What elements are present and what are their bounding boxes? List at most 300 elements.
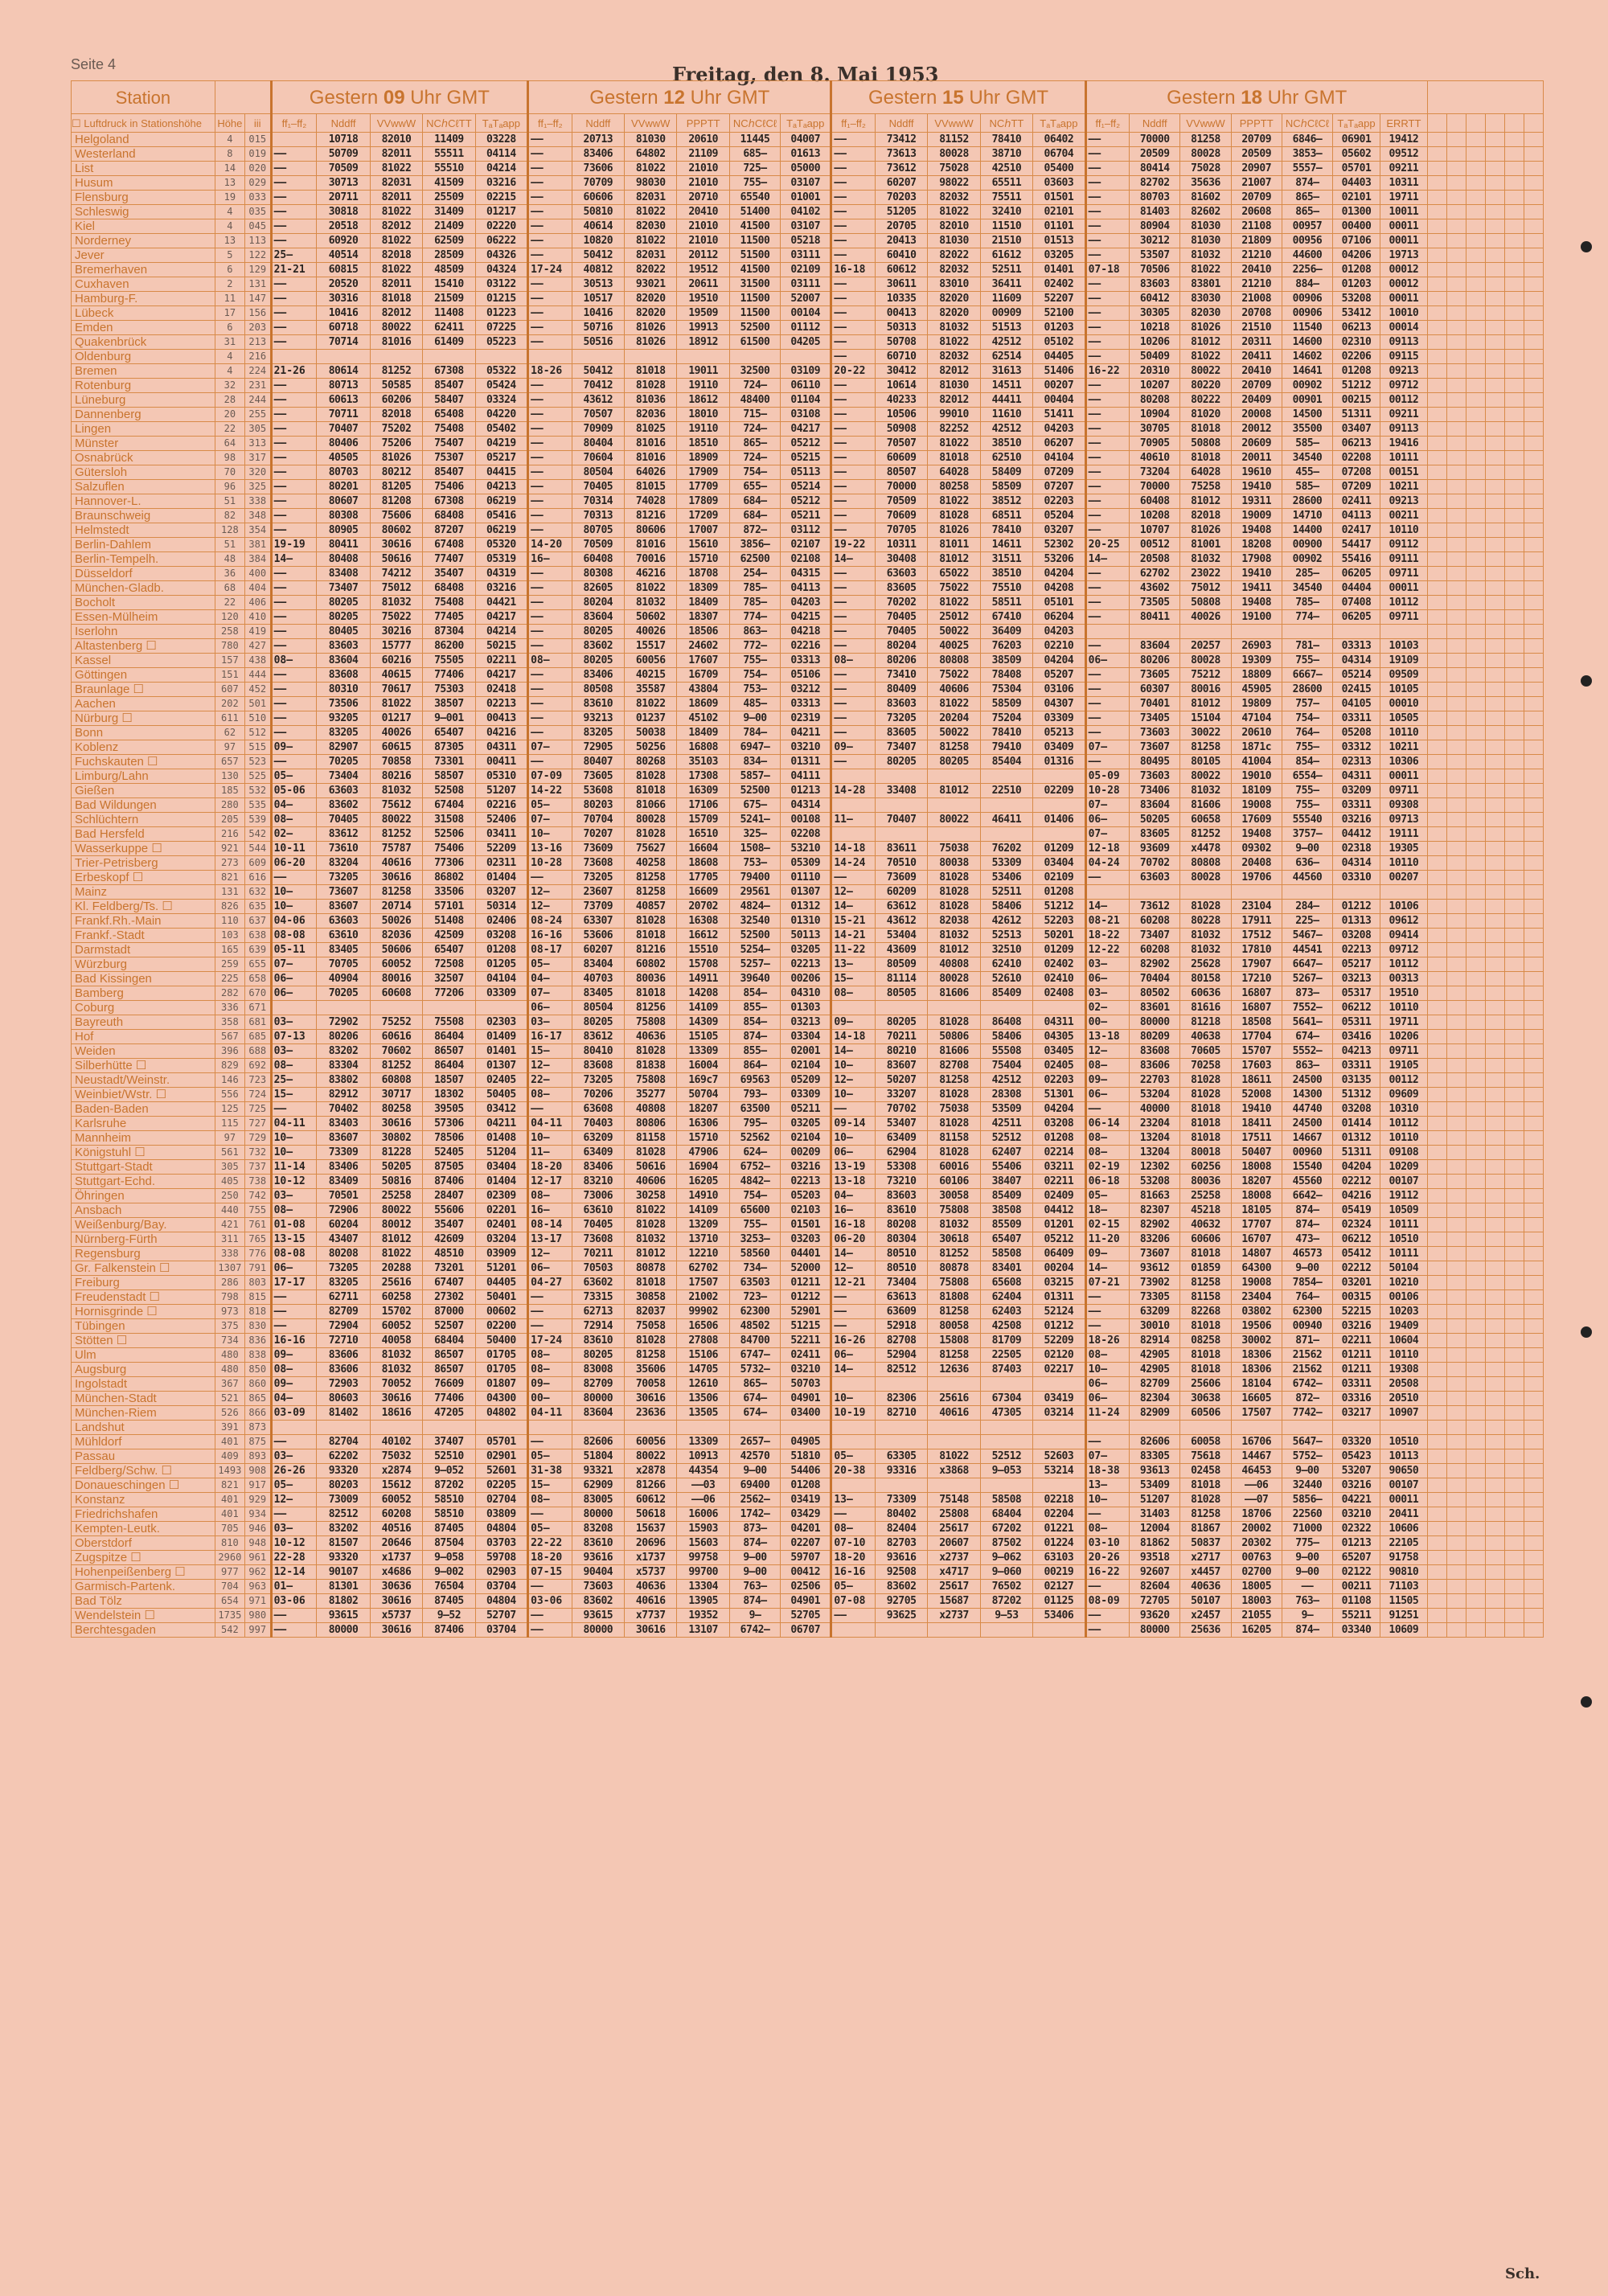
observation-cell: 81026 bbox=[625, 321, 677, 335]
observation-cell: 18912 bbox=[677, 335, 729, 350]
observation-cell: —— bbox=[271, 494, 317, 509]
observation-cell: 45102 bbox=[677, 711, 729, 726]
observation-cell: 75505 bbox=[423, 654, 475, 668]
station-height: 13 bbox=[215, 234, 244, 248]
table-row bbox=[72, 885, 1544, 900]
spare-cell bbox=[1524, 827, 1543, 842]
observation-cell: 34540 bbox=[1282, 451, 1332, 465]
station-height: 19 bbox=[215, 191, 244, 205]
observation-cell: 10— bbox=[528, 1131, 572, 1146]
punch-hole-icon bbox=[1581, 675, 1592, 687]
observation-cell: 00400 bbox=[1333, 219, 1380, 234]
observation-cell: 80228 bbox=[1180, 914, 1231, 929]
observation-cell: 17-24 bbox=[528, 263, 572, 277]
observation-cell: 85509 bbox=[980, 1218, 1032, 1232]
spare-cell bbox=[1485, 1001, 1504, 1015]
observation-cell: 09108 bbox=[1380, 1146, 1427, 1160]
observation-cell: 81036 bbox=[625, 393, 677, 408]
observation-cell: 00215 bbox=[1333, 393, 1380, 408]
station-height: 157 bbox=[215, 654, 244, 668]
spare-cell bbox=[1485, 740, 1504, 755]
observation-cell: 58560 bbox=[729, 1247, 780, 1261]
observation-cell: 03208 bbox=[1333, 929, 1380, 943]
observation-cell: 75202 bbox=[370, 422, 422, 437]
observation-cell: 02107 bbox=[781, 538, 831, 552]
observation-cell: 21210 bbox=[1231, 248, 1282, 263]
observation-cell: 04208 bbox=[1033, 581, 1085, 596]
observation-cell: 10614 bbox=[875, 379, 927, 393]
observation-cell: 11-24 bbox=[1085, 1406, 1130, 1421]
observation-cell: 17511 bbox=[1231, 1131, 1282, 1146]
observation-cell: 73610 bbox=[317, 842, 371, 856]
observation-cell: 12-22 bbox=[1085, 943, 1130, 957]
station-name: Stuttgart-Stadt bbox=[72, 1160, 215, 1175]
observation-cell: 65022 bbox=[928, 567, 980, 581]
observation-cell: 50107 bbox=[1180, 1594, 1231, 1609]
observation-cell: 09— bbox=[271, 1377, 317, 1392]
observation-cell: 51204 bbox=[475, 1146, 527, 1160]
observation-cell: 53208 bbox=[1130, 1175, 1180, 1189]
observation-cell: 81606 bbox=[1180, 798, 1231, 813]
observation-cell: 63209 bbox=[1130, 1305, 1180, 1319]
spare-cell bbox=[1504, 1363, 1524, 1377]
spare-cell bbox=[1446, 408, 1466, 422]
observation-cell: 08— bbox=[271, 1363, 317, 1377]
station-height: 480 bbox=[215, 1363, 244, 1377]
observation-cell: 52500 bbox=[729, 321, 780, 335]
observation-cell: 10510 bbox=[1380, 1435, 1427, 1449]
observation-cell: 40808 bbox=[928, 957, 980, 972]
observation-cell: 86507 bbox=[423, 1044, 475, 1059]
observation-cell: 755— bbox=[729, 654, 780, 668]
observation-cell: 02704 bbox=[475, 1493, 527, 1507]
observation-cell bbox=[1180, 1421, 1231, 1435]
observation-cell: 06— bbox=[831, 1146, 876, 1160]
spare-cell bbox=[1446, 885, 1466, 900]
observation-cell: —— bbox=[831, 408, 876, 422]
observation-cell: 225— bbox=[1282, 914, 1332, 929]
observation-cell: 80505 bbox=[875, 986, 927, 1001]
station-index: 542 bbox=[244, 827, 271, 842]
observation-cell: 05— bbox=[528, 798, 572, 813]
observation-cell: 04421 bbox=[475, 596, 527, 610]
observation-cell: 01307 bbox=[475, 1059, 527, 1073]
spare-cell bbox=[1446, 292, 1466, 306]
spare-cell bbox=[1524, 1276, 1543, 1290]
table-row bbox=[72, 842, 1544, 856]
observation-cell: —— bbox=[271, 465, 317, 480]
observation-cell: 06— bbox=[831, 1348, 876, 1363]
table-row bbox=[72, 1421, 1544, 1435]
observation-cell: 63609 bbox=[875, 1305, 927, 1319]
observation-cell: 07— bbox=[271, 957, 317, 972]
observation-cell: 43612 bbox=[875, 914, 927, 929]
observation-cell: 70258 bbox=[1180, 1059, 1231, 1073]
observation-cell: 81018 bbox=[625, 929, 677, 943]
observation-cell: 03340 bbox=[1333, 1623, 1380, 1638]
observation-cell: 79400 bbox=[729, 871, 780, 885]
observation-cell: 65540 bbox=[729, 191, 780, 205]
spare-cell bbox=[1427, 1348, 1446, 1363]
observation-cell: 21055 bbox=[1231, 1609, 1282, 1623]
observation-cell: 75406 bbox=[423, 842, 475, 856]
observation-cell: 87202 bbox=[423, 1478, 475, 1493]
observation-cell: 70602 bbox=[370, 1044, 422, 1059]
observation-cell: 63603 bbox=[317, 784, 371, 798]
observation-cell: 10110 bbox=[1380, 1348, 1427, 1363]
observation-cell: 86408 bbox=[980, 1015, 1032, 1030]
observation-cell: 05-11 bbox=[271, 943, 317, 957]
observation-cell: 41500 bbox=[729, 219, 780, 234]
observation-cell: 70207 bbox=[572, 827, 624, 842]
observation-cell: —— bbox=[271, 176, 317, 191]
spare-cell bbox=[1446, 1059, 1466, 1073]
observation-cell: —— bbox=[271, 234, 317, 248]
observation-cell: 872— bbox=[729, 523, 780, 538]
observation-cell: 19408 bbox=[1231, 523, 1282, 538]
observation-cell: 03309 bbox=[1033, 711, 1085, 726]
spare-cell bbox=[1446, 1305, 1466, 1319]
observation-cell: 81022 bbox=[370, 697, 422, 711]
observation-cell: —— bbox=[528, 219, 572, 234]
observation-cell: 83602 bbox=[572, 639, 624, 654]
group-header-12: Gestern 12 Uhr GMT bbox=[528, 81, 831, 114]
observation-cell: 51311 bbox=[1333, 408, 1380, 422]
observation-cell: 9—53 bbox=[980, 1609, 1032, 1623]
observation-cell: 93205 bbox=[317, 711, 371, 726]
observation-cell: —— bbox=[831, 277, 876, 292]
observation-cell: 05309 bbox=[781, 856, 831, 871]
observation-cell: 08— bbox=[1085, 1131, 1130, 1146]
observation-cell: 62909 bbox=[572, 1478, 624, 1493]
observation-cell: 14-20 bbox=[528, 538, 572, 552]
spare-cell bbox=[1485, 1044, 1504, 1059]
station-height: 225 bbox=[215, 972, 244, 986]
observation-cell: 03— bbox=[271, 1044, 317, 1059]
observation-cell: 52008 bbox=[1231, 1088, 1282, 1102]
observation-cell: 09111 bbox=[1380, 552, 1427, 567]
observation-cell: 50022 bbox=[928, 625, 980, 639]
observation-cell: 14— bbox=[831, 552, 876, 567]
spare-cell bbox=[1524, 1189, 1543, 1203]
observation-cell: —— bbox=[1085, 755, 1130, 769]
spare-cell bbox=[1466, 740, 1485, 755]
observation-cell: 05423 bbox=[1333, 1449, 1380, 1464]
observation-cell: 32500 bbox=[729, 364, 780, 379]
station-height: 250 bbox=[215, 1189, 244, 1203]
table-row bbox=[72, 1073, 1544, 1088]
observation-cell: x2874 bbox=[370, 1464, 422, 1478]
observation-cell: 5552— bbox=[1282, 1044, 1332, 1059]
observation-cell: 22560 bbox=[1282, 1507, 1332, 1522]
observation-cell: ——03 bbox=[677, 1478, 729, 1493]
observation-cell: 82031 bbox=[625, 248, 677, 263]
observation-cell: 80409 bbox=[875, 683, 927, 697]
observation-cell: 30212 bbox=[1130, 234, 1180, 248]
observation-cell: 10206 bbox=[1380, 1030, 1427, 1044]
observation-cell: 18008 bbox=[1231, 1160, 1282, 1175]
spare-cell bbox=[1504, 1276, 1524, 1290]
observation-cell: 02206 bbox=[1333, 350, 1380, 364]
observation-cell: 10112 bbox=[1380, 596, 1427, 610]
observation-cell: 02418 bbox=[475, 683, 527, 697]
observation-cell: 00901 bbox=[1282, 393, 1332, 408]
spare-cell bbox=[1504, 350, 1524, 364]
spare-cell bbox=[1427, 610, 1446, 625]
station-height: 542 bbox=[215, 1623, 244, 1638]
observation-cell: 47305 bbox=[980, 1406, 1032, 1421]
observation-cell bbox=[875, 769, 927, 784]
table-row bbox=[72, 1160, 1544, 1175]
observation-cell: 20609 bbox=[1231, 437, 1282, 451]
table-row bbox=[72, 465, 1544, 480]
observation-cell: 03409 bbox=[1033, 740, 1085, 755]
observation-cell: 70313 bbox=[572, 509, 624, 523]
observation-cell: 09— bbox=[271, 740, 317, 755]
spare-cell bbox=[1466, 625, 1485, 639]
observation-cell: ——06 bbox=[677, 1493, 729, 1507]
observation-cell: 52601 bbox=[475, 1464, 527, 1478]
observation-cell: 00413 bbox=[875, 306, 927, 321]
observation-cell: 00012 bbox=[1380, 263, 1427, 277]
observation-cell: 04214 bbox=[475, 625, 527, 639]
spare-cell bbox=[1524, 1160, 1543, 1175]
observation-cell: 12-17 bbox=[528, 1175, 572, 1189]
spare-cell bbox=[1485, 1305, 1504, 1319]
spare-cell bbox=[1466, 1001, 1485, 1015]
observation-cell: 19713 bbox=[1380, 248, 1427, 263]
observation-cell: 60710 bbox=[875, 350, 927, 364]
observation-cell: 83409 bbox=[317, 1175, 371, 1189]
observation-cell: x1737 bbox=[370, 1551, 422, 1565]
observation-cell: 08-14 bbox=[528, 1218, 572, 1232]
observation-cell: 07-08 bbox=[831, 1594, 876, 1609]
spare-cell bbox=[1427, 900, 1446, 914]
observation-cell: 18708 bbox=[677, 567, 729, 581]
station-name: Bad Kissingen bbox=[72, 972, 215, 986]
observation-cell: 04204 bbox=[1333, 1160, 1380, 1175]
observation-cell: —— bbox=[271, 1319, 317, 1334]
spare-cell bbox=[1524, 639, 1543, 654]
observation-cell: 87505 bbox=[423, 1160, 475, 1175]
observation-cell: 52512 bbox=[980, 1131, 1032, 1146]
observation-cell: 50606 bbox=[370, 943, 422, 957]
observation-cell: 92705 bbox=[875, 1594, 927, 1609]
observation-cell: 763— bbox=[729, 1580, 780, 1594]
observation-cell: 60058 bbox=[1180, 1435, 1231, 1449]
observation-cell: 77206 bbox=[423, 986, 475, 1001]
observation-cell: —— bbox=[271, 668, 317, 683]
observation-cell: 02208 bbox=[1333, 451, 1380, 465]
observation-cell: 40615 bbox=[370, 668, 422, 683]
observation-cell: 73404 bbox=[317, 769, 371, 784]
spare-cell bbox=[1427, 798, 1446, 813]
observation-cell: 93518 bbox=[1130, 1551, 1180, 1565]
observation-cell: —— bbox=[831, 1305, 876, 1319]
spare-cell bbox=[1485, 437, 1504, 451]
observation-cell: 03216 bbox=[475, 176, 527, 191]
spare-cell bbox=[1485, 538, 1504, 552]
col-header-g18: ff₁–ff₂ bbox=[1085, 114, 1130, 133]
spare-cell bbox=[1446, 1421, 1466, 1435]
observation-cell bbox=[475, 1001, 527, 1015]
observation-cell: 03107 bbox=[781, 219, 831, 234]
observation-cell: 87504 bbox=[423, 1536, 475, 1551]
observation-cell: 04412 bbox=[1033, 1203, 1085, 1218]
table-row bbox=[72, 1580, 1544, 1594]
observation-cell: 44560 bbox=[1282, 871, 1332, 885]
station-height: 810 bbox=[215, 1536, 244, 1551]
station-index: 381 bbox=[244, 538, 271, 552]
spare-cell bbox=[1466, 1175, 1485, 1189]
spare-cell bbox=[1446, 957, 1466, 972]
observation-cell: 82032 bbox=[928, 263, 980, 277]
observation-cell: —— bbox=[831, 465, 876, 480]
observation-cell: 80208 bbox=[875, 1218, 927, 1232]
observation-cell: 92607 bbox=[1130, 1565, 1180, 1580]
observation-cell: 01104 bbox=[781, 393, 831, 408]
observation-cell: 19506 bbox=[1231, 1319, 1282, 1334]
observation-cell bbox=[831, 827, 876, 842]
observation-cell: 22510 bbox=[980, 784, 1032, 798]
observation-cell: 60258 bbox=[370, 1290, 422, 1305]
spare-cell bbox=[1524, 784, 1543, 798]
observation-cell: 67308 bbox=[423, 364, 475, 379]
spare-cell bbox=[1466, 885, 1485, 900]
observation-cell: 83605 bbox=[875, 581, 927, 596]
station-height: 4 bbox=[215, 133, 244, 147]
station-index: 045 bbox=[244, 219, 271, 234]
observation-cell: 11408 bbox=[423, 306, 475, 321]
spare-cell bbox=[1466, 813, 1485, 827]
observation-cell bbox=[980, 1377, 1032, 1392]
observation-cell: 81258 bbox=[928, 1348, 980, 1363]
observation-cell: 01501 bbox=[781, 1218, 831, 1232]
observation-cell: 15708 bbox=[677, 957, 729, 972]
observation-cell: 3757— bbox=[1282, 827, 1332, 842]
spare-cell bbox=[1524, 1232, 1543, 1247]
observation-cell: 09509 bbox=[1380, 668, 1427, 683]
spare-cell bbox=[1466, 552, 1485, 567]
observation-cell: 03404 bbox=[1033, 856, 1085, 871]
observation-cell: 07207 bbox=[1033, 480, 1085, 494]
observation-cell: 02001 bbox=[781, 1044, 831, 1059]
spare-cell bbox=[1466, 1507, 1485, 1522]
observation-cell: 10110 bbox=[1380, 856, 1427, 871]
observation-cell: 80208 bbox=[317, 1247, 371, 1261]
observation-cell: 60106 bbox=[928, 1175, 980, 1189]
observation-cell: —— bbox=[528, 567, 572, 581]
observation-cell: —— bbox=[528, 1609, 572, 1623]
observation-cell: 02212 bbox=[1333, 1175, 1380, 1189]
spare-cell bbox=[1427, 437, 1446, 451]
observation-cell: 15— bbox=[831, 972, 876, 986]
observation-cell: 33506 bbox=[423, 885, 475, 900]
observation-cell: —— bbox=[831, 133, 876, 147]
spare-cell bbox=[1427, 581, 1446, 596]
table-row bbox=[72, 219, 1544, 234]
observation-cell: 01311 bbox=[781, 755, 831, 769]
observation-cell: 83604 bbox=[572, 1406, 624, 1421]
observation-cell: 82404 bbox=[875, 1522, 927, 1536]
spare-cell bbox=[1466, 842, 1485, 856]
observation-cell: 04104 bbox=[1033, 451, 1085, 465]
observation-cell: 50516 bbox=[572, 335, 624, 350]
observation-cell bbox=[271, 350, 317, 364]
observation-cell: —— bbox=[271, 639, 317, 654]
station-name: Lingen bbox=[72, 422, 215, 437]
observation-cell: 20646 bbox=[370, 1536, 422, 1551]
observation-cell bbox=[1085, 885, 1130, 900]
station-height: 705 bbox=[215, 1522, 244, 1536]
observation-cell: 10306 bbox=[1380, 755, 1427, 769]
observation-cell: 78410 bbox=[980, 726, 1032, 740]
table-row bbox=[72, 740, 1544, 755]
observation-cell: 75206 bbox=[370, 437, 422, 451]
observation-cell: 80018 bbox=[1180, 1146, 1231, 1160]
station-height: 556 bbox=[215, 1088, 244, 1102]
observation-cell: —— bbox=[1085, 726, 1130, 740]
spare-cell bbox=[1466, 683, 1485, 697]
observation-cell: 04111 bbox=[781, 769, 831, 784]
station-name: Helgoland bbox=[72, 133, 215, 147]
observation-cell: 03400 bbox=[781, 1406, 831, 1421]
spare-cell bbox=[1504, 335, 1524, 350]
spare-cell bbox=[1446, 162, 1466, 176]
observation-cell: 07209 bbox=[1033, 465, 1085, 480]
observation-cell: 19411 bbox=[1231, 581, 1282, 596]
observation-cell: 93320 bbox=[317, 1464, 371, 1478]
spare-cell bbox=[1524, 538, 1543, 552]
observation-cell: 81026 bbox=[928, 523, 980, 538]
observation-cell: 50585 bbox=[370, 379, 422, 393]
observation-cell: 09113 bbox=[1380, 422, 1427, 437]
observation-cell: 04315 bbox=[781, 567, 831, 581]
spare-cell bbox=[1485, 1464, 1504, 1478]
observation-cell: 29561 bbox=[729, 885, 780, 900]
observation-cell: 81018 bbox=[625, 986, 677, 1001]
observation-cell: 15510 bbox=[677, 943, 729, 957]
observation-cell: 86507 bbox=[423, 1363, 475, 1377]
spare-cell bbox=[1504, 1348, 1524, 1363]
observation-cell: 80206 bbox=[1130, 654, 1180, 668]
observation-cell: 65407 bbox=[423, 726, 475, 740]
observation-cell: 06— bbox=[1085, 813, 1130, 827]
observation-cell: 09711 bbox=[1380, 610, 1427, 625]
spare-cell bbox=[1466, 523, 1485, 538]
observation-cell: 83610 bbox=[572, 697, 624, 711]
spare-cell bbox=[1524, 234, 1543, 248]
observation-cell: 03311 bbox=[1333, 798, 1380, 813]
observation-cell: 13309 bbox=[677, 1044, 729, 1059]
observation-cell: 81403 bbox=[1130, 205, 1180, 219]
observation-cell: 07408 bbox=[1333, 596, 1380, 610]
observation-cell: 774— bbox=[729, 610, 780, 625]
observation-cell: 05203 bbox=[781, 1189, 831, 1203]
observation-cell: 62300 bbox=[729, 1305, 780, 1319]
observation-cell: 83202 bbox=[317, 1522, 371, 1536]
spare-cell bbox=[1524, 1334, 1543, 1348]
observation-cell: 00010 bbox=[1380, 697, 1427, 711]
observation-cell: 07— bbox=[1085, 827, 1130, 842]
observation-cell: 80308 bbox=[572, 567, 624, 581]
table-row bbox=[72, 726, 1544, 740]
observation-cell: 17908 bbox=[1231, 552, 1282, 567]
spare-cell bbox=[1485, 697, 1504, 711]
observation-cell: 01807 bbox=[475, 1377, 527, 1392]
observation-cell: 81838 bbox=[625, 1059, 677, 1073]
observation-cell: 81228 bbox=[370, 1146, 422, 1160]
